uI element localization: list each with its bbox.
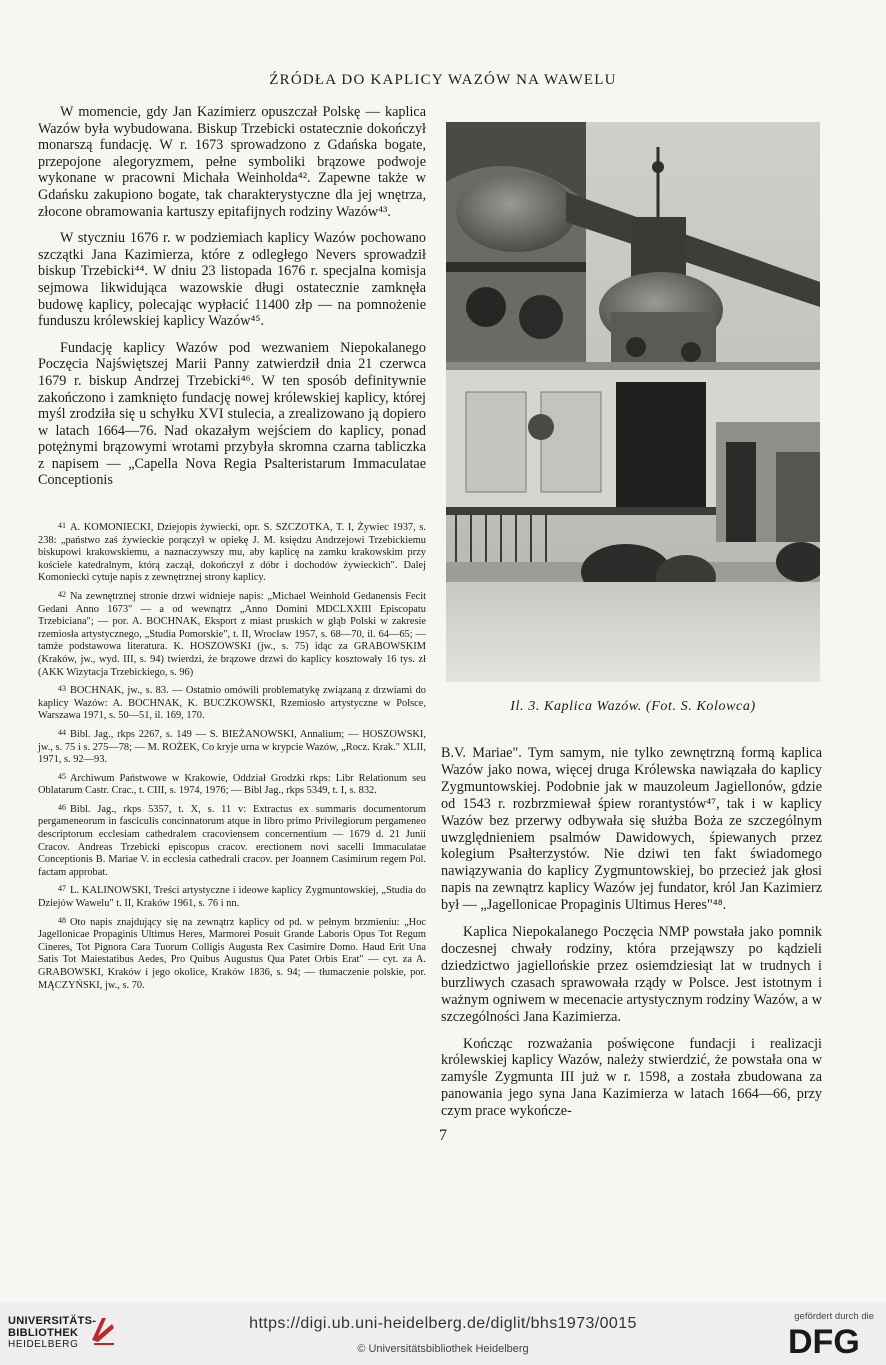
paragraph: B.V. Mariae". Tym samym, nie tylko zewnętrzną formą kaplica Wazów jako nowa, więcej druga Królewska nawiązała do kaplicy Zygmuntowskiej. Podobnie jak w mauzoleum Jagiellonów, gdzie od 1543 r. rozbrzmiewał śpiew rorantystów⁴⁷, tak i w kaplicy Wazów bez przerwy odbywała się służba Boża ze szczególnym uwzględnieniem psalmów Dawidowych, śpiewanych przez kolegium Psałterzystów. Nie dziwi ten fakt świadomego nawiązywania do kaplicy Zygmuntowskiej, bo przecież jak głosi napis na zewnątrz kaplicy Wazów jej fundator, król Jan Kazimierz był — „Jagellonicae Propaginis Ultimus Heres"⁴⁸. [441,745,822,914]
footnote [38,589,426,679]
page-permalink[interactable]: https://digi.ub.uni-heidelberg.de/diglit/bhs1973/0015 [249,1315,637,1332]
footnote-text: A. KOMONIECKI, Dziejopis żywiecki, opr. S. SZCZOTKA, T. I, Żywiec 1937, s. 238: „państwo zaś żywieckie porączył w opiekę J. M. księdzu Andrzejowi Trzebickiemu biskupowi krakowskiemu, a naznaczywszy mu, aby kaplicę na zamku krakowskim przy kościele katedralnym, którą zaczął, dokończył z dóbr i dochodów żywieckich". Dalej Komoniecki cytuje napis z zewnętrznej strony kaplicy. [38,522,426,584]
dfg-logo-text: DFG [788,1323,860,1357]
footnote-text: Na zewnętrznej stronie drzwi widnieje napis: „Michael Weinhold Gedanensis Fecit Gedani Anno 1673" — a od wewnątrz „Anno Domini MDCLXXIII Episcopatu Trzebiciana"; — por. A. BOCHNAK, Eksport z miast pruskich w głąb Polski w zakresie rzemiosła artystycznego, „Studia Pomorskie", t. II, Wrocław 1957, s. 68—70, il. 64—65; — tamże podstawowa literatura. K. HOSZOWSKI (jw., s. 75) idąc za GRABOWSKIM (Kraków, jw., wyd. III, s. 94) twierdzi, że brązowe drzwi do kaplicy kosztowały 16 tys. zł (AKK Wizytacja Trzebickiego, s. 96) [38,590,426,678]
footnote-number: 46 [58,802,66,812]
running-head: ŹRÓDŁA DO KAPLICY WAZÓW NA WAWELU [269,72,617,88]
footnote-number: 47 [58,884,66,894]
footnote [38,883,426,910]
footnote-text: Oto napis znajdujący się na zewnątrz kaplicy od pd. w pełnym brzmieniu: „Hoc Jagellonicae Propaginis Ultimus Heres, Marmorei Posuit Grande Laboris Opus Tot Regum Cineres, Tot Pignora Cara Tuorum Colligis Augusta Rex Casimire Domo. Haud Erit Una Satis Tot Maiestatibus Aedes, Pro Quibus Augustus Qua Patet Orbis Erat" — cyt. za A. GRABOWSKI, Kraków i jego okolice, Kraków 1836, s. 94; — tłumaczenie polskie, por. MĄCZYŃSKI, jw., s. 70. [38,916,426,991]
footnote-text: Bibl. Jag., rkps 5357, t. X, s. 11 v: Extractus ex summaris documentorum pergameneorum in fasciculis concinnatorum atque in libro primo Privilegiorum pergameneo descriptorum ecclesiam cathedralem cracoviensem concernentium — 1679 d. 21 Junii Cracov. Andreas Trzebicki episcopus cracov. erectionem novi sacelli Immaculatae Conceptionis B. Mariae V. in ecclesia cathedrali cracov. per Joannem Casimirum regem Pol. factam approbat. [38,803,426,878]
viewer-footer [0,1303,886,1365]
library-name-line2: BIBLIOTHEK [8,1327,79,1339]
footnote-text: Bibl. Jag., rkps 2267, s. 149 — S. BIEŻANOWSKI, Annalium; — HOSZOWSKI, jw., s. 75 i s. 275—78; — M. ROŻEK, Co kryje urna w krypcie Wazów, „Rocz. Krak." XLII, 1971, s. 92—93. [38,728,426,766]
right-column [441,745,822,1130]
footnote [38,771,426,798]
photograph [446,122,820,682]
heidelberg-seal-icon [88,1314,118,1346]
library-name-line3: HEIDELBERG [8,1339,79,1350]
footnote-number: 43 [58,684,66,694]
footnote [38,802,426,880]
footnote-number: 42 [58,589,66,599]
paragraph: W momencie, gdy Jan Kazimierz opuszczał Polskę — kaplica Wazów była wybudowana. Biskup Trzebicki ostatecznie dokończył monarszą fundację. W r. 1673 sprowadzono z Gdańska bogate, przepojone alegoryzmem, pełne symboliki brązowe podwoje wykonane w pracowni Michała Weinholda⁴². Zapewne także w Gdańsku zakupiono bogate, tak charakterystyczne dla jej wnętrza, złocone obramowania kartuszy epitafijnych rodziny Wazów⁴³. [38,104,426,220]
footnote [38,727,426,767]
footnote-number: 41 [58,521,66,530]
page-number: 7 [439,1127,447,1144]
left-column [38,104,426,499]
footnote [38,520,426,585]
paragraph: W styczniu 1676 r. w podziemiach kaplicy Wazów pochowano szczątki Jana Kazimierza, które z odległego Nevers sprowadził biskup Trzebicki⁴⁴. W dniu 23 listopada 1676 r. specjalna komisja sejmowa likwidująca wazowskie długi ostatecznie zamknęła budowę kaplicy, polecając wypłacić 11400 złp — na pomnożenie funduszu królewskiej kaplicy Wazów⁴⁵. [38,230,426,330]
paragraph: Kończąc rozważania poświęcone fundacji i realizacji królewskiej kaplicy Wazów, należy stwierdzić, że powstała ona w zamyśle Zygmunta III już w r. 1598, a została zbudowana za panowania jego syna Jana Kazimierza w latach 1664—66, przy czym prace wykończe- [441,1035,822,1120]
footnote [38,915,426,993]
footnote-number: 44 [58,727,66,737]
footnote [38,683,426,723]
library-name-line1: UNIVERSITÄTS- [8,1315,97,1327]
chapel-photo-image [446,122,820,682]
dfg-logo[interactable] [788,1323,874,1357]
footnotes [38,520,426,996]
photo-caption: Il. 3. Kaplica Wazów. (Fot. S. Kolowca) [510,699,756,714]
footnote-text: Archiwum Państwowe w Krakowie, Oddział Grodzki rkps: Libr Relationum seu Oblatarum Castr. Crac., t. CIII, s. 1974, 1976; — Bibl Jag., rkps 5349, t. I, s. 832. [38,772,426,797]
footnote-text: BOCHNAK, jw., s. 83. — Ostatnio omówili problematykę związaną z drzwiami do kaplicy Wazów: A. BOCHNAK, K. BUCZKOWSKI, Rzemiosło artystyczne w Polsce, Warszawa 1971, s. 50—51, il. 169, 170. [38,685,426,722]
copyright-notice: © Universitätsbibliothek Heidelberg [357,1343,529,1355]
footnote-number: 48 [58,915,66,925]
paragraph: Fundację kaplicy Wazów pod wezwaniem Niepokalanego Poczęcia Najświętszej Marii Panny zatwierdził dnia 21 czerwca 1679 r. biskup Andrzej Trzebicki⁴⁶. W ten sposób definitywnie zakończono i zamknięto fundację nowej królewskiej kaplicy, której myśl zrodziła się u schyłku XVI stulecia, a zrealizowano ją dopiero w latach 1664—76. Nad okazałym wejściem do kaplicy, ponad potężnymi brązowymi wrotami przybyła skromna czarna tabliczka z napisem — „Capella Nova Regia Psalteristarum Immaculatae Conceptionis [38,339,426,489]
paragraph: Kaplica Niepokalanego Poczęcia NMP powstała jako pomnik doczesnej chwały rodziny, która przejąwszy po kądzieli dziedzictwo jagiellońskie przez osiemdziesiąt lat w trudnych i burzliwych czasach sprawowała rządy w Polsce. Jest istotnym i ważnym ogniwem w mecenacie artystycznym rodziny Wazów, a w szczególności Jana Kazimierza. [441,924,822,1025]
footnote-number: 45 [58,771,66,781]
footnote-text: L. KALINOWSKI, Treści artystyczne i ideowe kaplicy Zygmuntowskiej, „Studia do Dziejów Wawelu" t. II, Kraków 1961, s. 76 i nn. [38,885,426,910]
funding-label: gefördert durch die [794,1311,874,1322]
